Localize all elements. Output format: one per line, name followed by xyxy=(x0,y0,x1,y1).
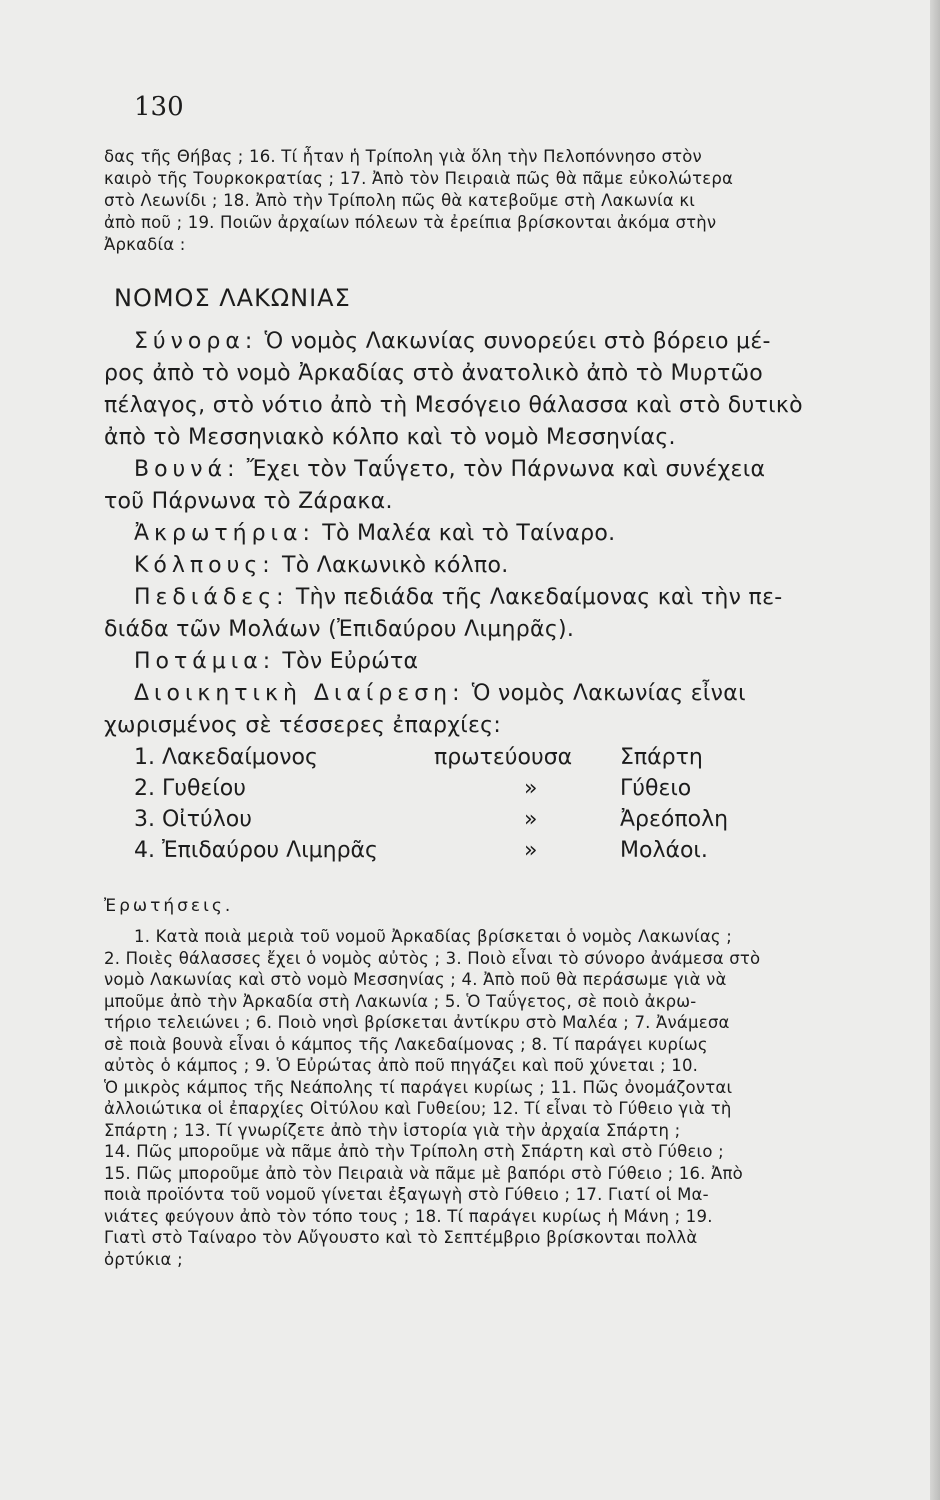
question-line: νομὸ Λακωνίας καὶ στὸ νομὸ Μεσσηνίας ; 4. Ἀπὸ ποῦ θὰ περάσωμε γιὰ νὰ xyxy=(104,970,727,989)
province-name: 4. Ἐπιδαύρου Λιμηρᾶς xyxy=(134,838,378,863)
synora-line: Σύνορα: Ὁ νομὸς Λακωνίας συνορεύει στὸ βόρειο μέ- xyxy=(134,329,771,354)
questions-heading: Ἐρωτήσεις. xyxy=(104,896,234,916)
vouna-label: Βουνά: xyxy=(134,457,240,482)
kolpous-label: Κόλπους: xyxy=(134,553,275,578)
question-line: νιάτες φεύγουν ἀπὸ τὸν τόπο τους ; 18. Τί παράγει κυρίως ἡ Μάνη ; 19. xyxy=(104,1206,713,1226)
dioikitiki-label: Διοικητικὴ Διαίρεση: xyxy=(134,681,465,706)
provinces-table xyxy=(134,742,924,866)
question-line: 1. Κατὰ ποιὰ μεριὰ τοῦ νομοῦ Ἀρκαδίας βρίσκεται ὁ νομὸς Λακωνίας ; xyxy=(134,927,732,946)
potamia-label: Ποτάμια: xyxy=(134,649,276,674)
question-line: 2. Ποιὲς θάλασσες ἔχει ὁ νομὸς αὐτὸς ; 3. Ποιὸ εἶναι τὸ σύνορο ἀνάμεσα στὸ xyxy=(104,948,761,968)
province-row xyxy=(134,742,924,773)
question-line: 15. Πῶς μποροῦμε ἀπὸ τὸν Πειραιὰ νὰ πᾶμε μὲ βαπόρι στὸ Γύθειο ; 16. Ἀπὸ xyxy=(104,1163,743,1183)
question-line: ποιὰ προϊόντα τοῦ νομοῦ γίνεται ἐξαγωγὴ στὸ Γύθειο ; 17. Γιατί οἱ Μα- xyxy=(104,1185,709,1204)
province-row xyxy=(134,804,924,835)
dioikitiki-line: Διοικητικὴ Διαίρεση: Ὁ νομὸς Λακωνίας εἶναι xyxy=(134,681,746,706)
dioikitiki-line: χωρισμένος σὲ τέσσερες ἐπαρχίες: xyxy=(104,713,502,738)
question-line: Ὁ μικρὸς κάμπος τῆς Νεάπολης τί παράγει κυρίως ; 11. Πῶς ὀνομάζονται xyxy=(104,1077,733,1097)
province-name: 1. Λακεδαίμονος xyxy=(134,745,318,770)
pediades-label: Πεδιάδες: xyxy=(134,585,289,610)
question-line: μποῦμε ἀπὸ τὴν Ἀρκαδία στὴ Λακωνία ; 5. Ὁ Ταΰγετος, σὲ ποιὸ ἀκρω- xyxy=(104,991,697,1011)
intro-line: Ἀρκαδία : xyxy=(104,235,186,254)
province-capital: Γύθειο xyxy=(620,776,692,801)
question-line: 14. Πῶς μποροῦμε νὰ πᾶμε ἀπὸ τὴν Τρίπολη στὴ Σπάρτη καὶ στὸ Γύθειο ; xyxy=(104,1142,724,1161)
province-mid: » xyxy=(524,807,538,832)
question-line: αὐτὸς ὁ κάμπος ; 9. Ὁ Εὐρώτας ἀπὸ ποῦ πηγάζει καὶ ποῦ χύνεται ; 10. xyxy=(104,1056,699,1075)
province-capital: Ἀρεόπολη xyxy=(620,807,729,832)
question-line: Γιατὶ στὸ Ταίναρο τὸν Αὔγουστο καὶ τὸ Σεπτέμβριο βρίσκονται πολλὰ xyxy=(104,1228,698,1247)
province-mid: » xyxy=(524,838,538,863)
province-row xyxy=(134,835,924,866)
question-line: Σπάρτη ; 13. Τί γνωρίζετε ἀπὸ τὴν ἱστορία γιὰ τὴν ἀρχαία Σπάρτη ; xyxy=(104,1120,681,1140)
akrotiria-label: Ἀκρωτήρια: xyxy=(134,521,315,546)
question-line: ὀρτύκια ; xyxy=(104,1249,183,1269)
section-body xyxy=(104,326,924,742)
synora-line: ρος ἀπὸ τὸ νομὸ Ἀρκαδίας στὸ ἀνατολικὸ ἀπὸ τὸ Μυρτῶο xyxy=(104,361,764,386)
question-line: ἀλλοιώτικα οἱ ἐπαρχίες Οἰτύλου καὶ Γυθείου; 12. Τί εἶναι τὸ Γύθειο γιὰ τὴ xyxy=(104,1099,732,1118)
synora-line: ἀπὸ τὸ Μεσσηνιακὸ κόλπο καὶ τὸ νομὸ Μεσσηνίας. xyxy=(104,425,676,450)
province-capital: Σπάρτη xyxy=(620,745,703,770)
synora-line: πέλαγος, στὸ νότιο ἀπὸ τὴ Μεσόγειο θάλασσα καὶ στὸ δυτικὸ xyxy=(104,393,803,418)
intro-line: δας τῆς Θήβας ; 16. Τί ἦταν ἡ Τρίπολη γιὰ ὅλη τὴν Πελοπόννησο στὸν xyxy=(104,147,702,166)
akrotiria-line: Ἀκρωτήρια: Τὸ Μαλέα καὶ τὸ Ταίναρο. xyxy=(134,521,616,546)
pediades-line: διάδα τῶν Μολάων (Ἐπιδαύρου Λιμηρᾶς). xyxy=(104,617,575,642)
page-number: 130 xyxy=(134,92,184,122)
province-name: 3. Οἰτύλου xyxy=(134,807,252,832)
province-name: 2. Γυθείου xyxy=(134,776,246,801)
intro-line: καιρὸ τῆς Τουρκοκρατίας ; 17. Ἀπὸ τὸν Πειραιὰ πῶς θὰ πᾶμε εὐκολώτερα xyxy=(104,169,734,188)
potamia-line: Ποτάμια: Τὸν Εὐρώτα xyxy=(134,649,419,674)
vouna-line: τοῦ Πάρνωνα τὸ Ζάρακα. xyxy=(104,489,393,514)
province-mid: πρωτεύουσα xyxy=(434,745,573,770)
intro-line: στὸ Λεωνίδι ; 18. Ἀπὸ τὴν Τρίπολη πῶς θὰ κατεβοῦμε στὴ Λακωνία κι xyxy=(104,191,696,210)
province-capital: Μολάοι. xyxy=(620,838,708,863)
vouna-line: Βουνά: Ἔχει τὸν Ταΰγετο, τὸν Πάρνωνα καὶ συνέχεια xyxy=(134,457,766,482)
intro-paragraph xyxy=(104,146,924,256)
province-mid: » xyxy=(524,776,538,801)
intro-line: ἀπὸ ποῦ ; 19. Ποιῶν ἀρχαίων πόλεων τὰ ἐρείπια βρίσκονται ἀκόμα στὴν xyxy=(104,213,717,232)
book-page xyxy=(104,92,924,1270)
section-title: ΝΟΜΟΣ ΛΑΚΩΝΙΑΣ xyxy=(114,284,351,312)
question-line: τήριο τελειώνει ; 6. Ποιὸ νησὶ βρίσκεται ἀντίκρυ στὸ Μαλέα ; 7. Ἀνάμεσα xyxy=(104,1013,730,1032)
pediades-line: Πεδιάδες: Τὴν πεδιάδα τῆς Λακεδαίμονας καὶ τὴν πε- xyxy=(134,585,783,610)
province-row xyxy=(134,773,924,804)
kolpous-line: Κόλπους: Τὸ Λακωνικὸ κόλπο. xyxy=(134,553,509,578)
synora-label: Σύνορα: xyxy=(134,329,258,354)
question-line: σὲ ποιὰ βουνὰ εἶναι ὁ κάμπος τῆς Λακεδαίμονας ; 8. Τί παράγει κυρίως xyxy=(104,1034,708,1054)
book-spine-shadow xyxy=(930,0,940,1500)
questions-paragraph xyxy=(104,926,924,1270)
